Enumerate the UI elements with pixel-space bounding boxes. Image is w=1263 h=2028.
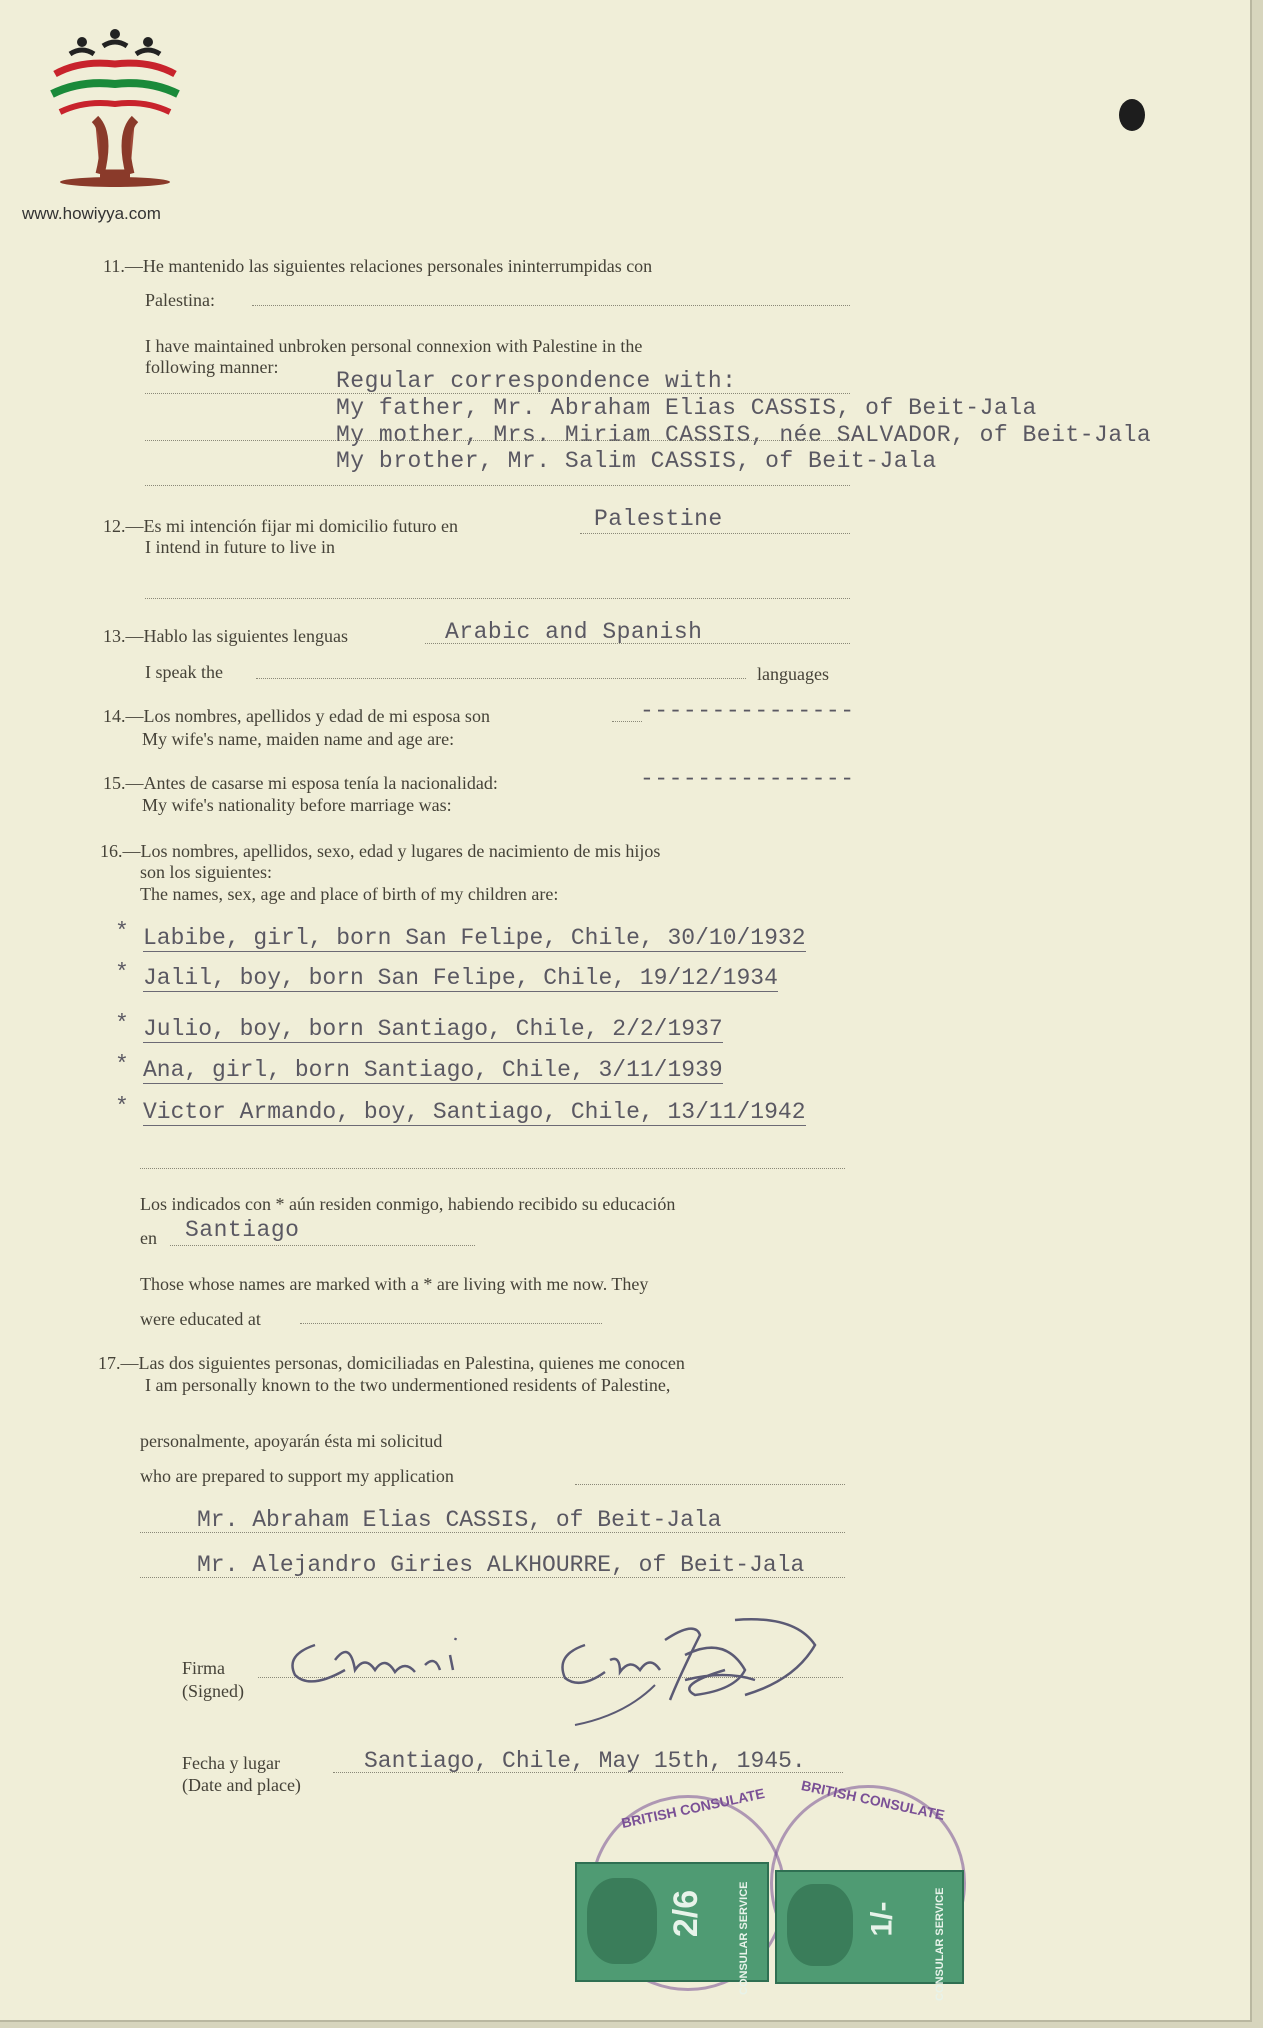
item13-es: 13.—Hablo las siguientes lenguas [103, 626, 348, 646]
punch-hole [1119, 99, 1145, 131]
child-marker-3: * [115, 1011, 129, 1037]
item14-line [612, 721, 642, 722]
item11-answer-3: My mother, Mrs. Miriam CASSIS, née SALVADOR, of Beit-Jala [336, 422, 1152, 448]
item16-note-es: Los indicados con * aún residen conmigo, habiendo recibido su educación [140, 1194, 676, 1214]
item11-line1 [252, 305, 850, 306]
child-3: Julio, boy, born Santiago, Chile, 2/2/1937 [143, 1016, 723, 1042]
item17-es2: personalmente, apoyarán ésta mi solicitud [140, 1431, 443, 1451]
revenue-stamp-2 [775, 1870, 964, 2001]
item15-en: My wife's nationality before marriage was: [142, 795, 452, 815]
item11-es2: Palestina: [145, 290, 215, 310]
stamp1-service: CONSULAR SERVICE [738, 1881, 750, 1995]
item14-answer: --------------- [640, 698, 855, 724]
item13-line1 [425, 643, 850, 644]
tree-logo-icon [40, 24, 190, 194]
item12-answer: Palestine [594, 506, 723, 532]
item12-en: I intend in future to live in [145, 537, 335, 557]
revenue-stamp-1 [575, 1862, 769, 1995]
item16-en: The names, sex, age and place of birth of my children are: [140, 884, 559, 904]
item16-education: Santiago [185, 1217, 300, 1243]
item11-answer-4: My brother, Mr. Salim CASSIS, of Beit-Jala [336, 448, 937, 474]
item13-line2 [256, 678, 746, 679]
child-2: Jalil, boy, born San Felipe, Chile, 19/12/1934 [143, 965, 778, 991]
item11-line2 [145, 393, 850, 394]
seal-text-1: BRITISH CONSULATE [619, 1785, 767, 1831]
item11-es: 11.—He mantenido las siguientes relaciones personales ininterrumpidas con [103, 256, 653, 276]
item11-line4 [145, 485, 850, 486]
item15-es: 15.—Antes de casarse mi esposa tenía la nacionalidad: [103, 773, 498, 793]
child-marker-4: * [115, 1052, 129, 1078]
item12-es: 12.—Es mi intención fijar mi domicilio futuro en [103, 516, 458, 536]
item16-en-line [300, 1323, 602, 1324]
item13-en: I speak the [145, 662, 223, 682]
item12-line1 [580, 533, 850, 534]
item11-answer-1: Regular correspondence with: [336, 368, 737, 394]
logo-url: www.howiyya.com [22, 204, 161, 223]
date-label-en: (Date and place) [182, 1775, 301, 1795]
item16-note-en2: were educated at [140, 1309, 261, 1329]
referee-2: Mr. Alejandro Giries ALKHOURRE, of Beit-Jala [197, 1552, 805, 1578]
item17-es: 17.—Las dos siguientes personas, domiciliadas en Palestina, quienes me conocen [98, 1353, 685, 1373]
item16-es: 16.—Los nombres, apellidos, sexo, edad y lugares de nacimiento de mis hijos [100, 841, 661, 861]
item16-es2: son los siguientes: [140, 862, 273, 882]
item11-line3 [145, 440, 850, 441]
signature-label-es: Firma [182, 1658, 225, 1678]
referee-1: Mr. Abraham Elias CASSIS, of Beit-Jala [197, 1507, 722, 1533]
item16-note-en: Those whose names are marked with a * are living with me now. They [140, 1274, 649, 1294]
howiyya-logo [40, 24, 190, 194]
item16-note-es2: en [140, 1228, 157, 1248]
stamp2-service: CONSULAR SERVICE [934, 1887, 946, 2001]
child-marker-2: * [115, 960, 129, 986]
child-5: Victor Armando, boy, Santiago, Chile, 13/11/1942 [143, 1099, 806, 1125]
referee-line-1 [140, 1532, 845, 1533]
stamp2-value: 1/- [865, 1901, 899, 1937]
item16-edu-line [170, 1245, 475, 1246]
item13-answer: Arabic and Spanish [445, 619, 703, 645]
item14-es: 14.—Los nombres, apellidos y edad de mi esposa son [103, 706, 490, 726]
item11-en2: following manner: [145, 357, 279, 377]
signature-handwriting [275, 1600, 855, 1730]
item13-en-suffix: languages [757, 664, 829, 684]
item17-line [575, 1484, 845, 1485]
child-marker-1: * [115, 919, 129, 945]
item15-answer: --------------- [640, 766, 855, 792]
child-4: Ana, girl, born Santiago, Chile, 3/11/1939 [143, 1057, 723, 1083]
stamp1-portrait [587, 1878, 657, 1964]
date-value: Santiago, Chile, May 15th, 1945. [364, 1748, 806, 1774]
date-label-es: Fecha y lugar [182, 1753, 280, 1773]
stamp1-value: 2/6 [667, 1889, 706, 1938]
child-1: Labibe, girl, born San Felipe, Chile, 30/10/1932 [143, 925, 806, 951]
item16-line-extra [140, 1168, 845, 1169]
item11-answer-2: My father, Mr. Abraham Elias CASSIS, of Beit-Jala [336, 395, 1037, 421]
signature-label-en: (Signed) [182, 1681, 244, 1701]
item14-en: My wife's name, maiden name and age are: [142, 729, 455, 749]
item17-en2: who are prepared to support my application [140, 1466, 454, 1486]
item11-en: I have maintained unbroken personal connexion with Palestine in the [145, 336, 643, 356]
signature-icon [275, 1600, 855, 1730]
child-marker-5: * [115, 1094, 129, 1120]
item17-en: I am personally known to the two undermentioned residents of Palestine, [145, 1375, 671, 1395]
stamp2-portrait [787, 1884, 853, 1966]
item12-line2 [145, 598, 850, 599]
referee-line-2 [140, 1577, 845, 1578]
seal-text-2: BRITISH CONSULATE [799, 1777, 947, 1823]
